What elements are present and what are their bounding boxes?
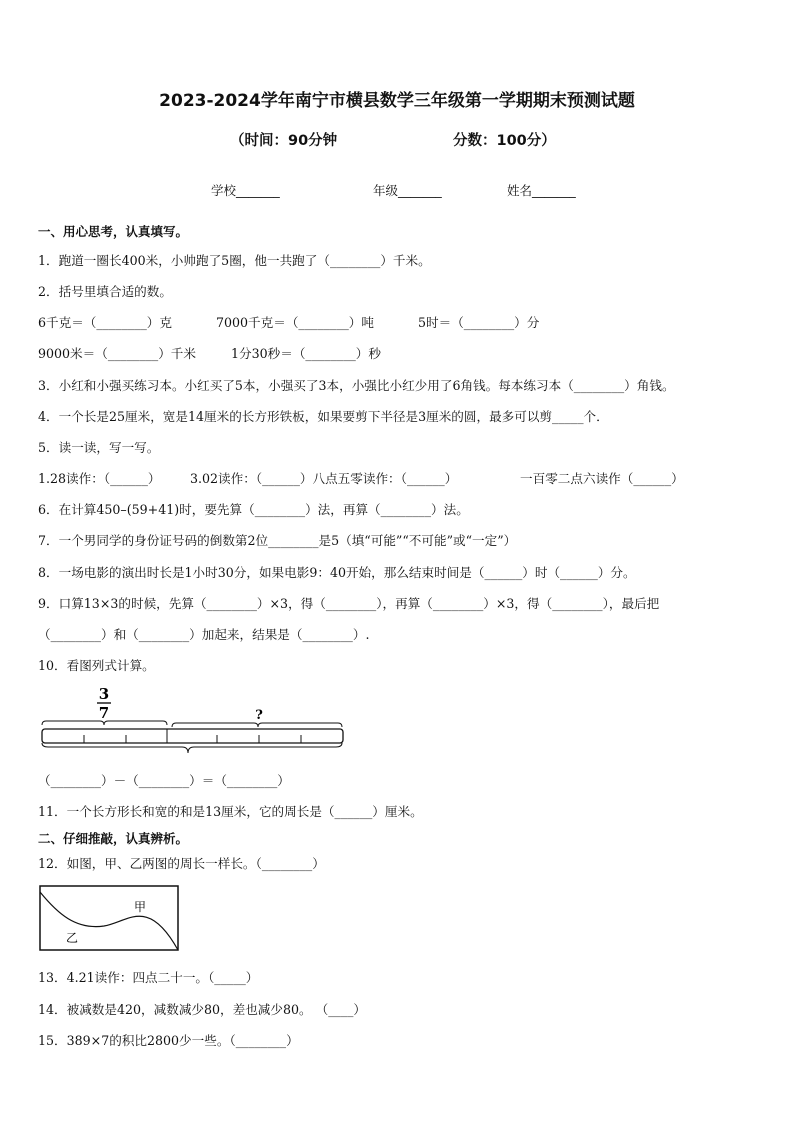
grade-field[interactable]: 年级_______ [373,183,442,198]
question-5a: 1.28读作：（______） [38,471,161,486]
q12-label-yi: 乙 [65,931,79,945]
question-5c: 一百零二点六读作（______） [520,471,684,486]
question-10: 10．看图列式计算。 [38,658,155,673]
question-2b: 7000千克＝（________）吨 [216,315,374,330]
page-title: 2023-2024学年南宁市横县数学三年级第一学期期末预测试题 [159,91,635,111]
question-7: 7．一个男同学的身份证号码的倒数第2位________是5（填“可能”“不可能”或“一定”） [38,533,517,548]
section-1-heading: 一、用心思考，认真填写。 [38,224,189,239]
question-3: 3．小红和小强买练习本。小红买了5本，小强买了3本，小强比小红少用了6角钱。每本练习本（________）角钱。 [38,378,675,393]
question-10-blanks: （________）－（________）＝（________） [38,773,290,788]
question-15: 15．389×7的积比2800少一些。（________） [38,1033,299,1048]
school-field[interactable]: 学校_______ [211,183,280,198]
question-11: 11．一个长方形长和宽的和是13厘米，它的周长是（______）厘米。 [38,804,423,819]
question-1: 1．跑道一圈长400米，小帅跑了5圈，他一共跑了（________）千米。 [38,253,431,268]
q10-bar-diagram [36,683,348,755]
question-5: 5．读一读，写一写。 [38,440,160,455]
question-2a: 6千克＝（________）克 [38,315,172,330]
q12-label-jia: 甲 [133,900,147,914]
q10-bottom-brace [42,743,342,753]
question-2c: 5时＝（________）分 [418,315,540,330]
question-13: 13．4.21读作：四点二十一。（_____） [38,970,259,985]
question-5b: 3.02读作：（______）八点五零读作：（______） [190,471,458,486]
q12-rectangle [40,886,178,950]
exam-score: 分数：100分） [453,133,556,149]
q10-fraction-numerator: 3 [98,685,110,703]
question-14: 14．被减数是420，减数减少80，差也减少80。 （____） [38,1002,366,1017]
question-6: 6．在计算450–(59+41)时，要先算（________）法，再算（________）法。 [38,502,469,517]
question-2d: 9000米＝（________）千米 [38,346,196,361]
question-2e: 1分30秒＝（________）秒 [231,346,381,361]
q12-figure [38,884,182,954]
question-9-continued: （________）和（________）加起来，结果是（________）. [38,627,370,642]
question-4: 4．一个长是25厘米，宽是14厘米的长方形铁板，如果要剪下半径是3厘米的圆，最多可以剪_____个． [38,409,609,424]
question-8: 8．一场电影的演出时长是1小时30分，如果电影9：40开始，那么结束时间是（______）时（______）分。 [38,565,636,580]
question-12: 12．如图，甲、乙两图的周长一样长。（________） [38,856,325,871]
q10-question-mark: ? [255,708,263,723]
exam-time: （时间：90分钟 [230,133,338,149]
name-field[interactable]: 姓名_______ [507,183,576,198]
q10-bar [42,729,343,743]
q10-fraction-denominator: 7 [98,704,110,722]
q10-top-right-brace [172,723,342,727]
question-2: 2．括号里填合适的数。 [38,284,172,299]
section-2-heading: 二、仔细推敲，认真辨析。 [38,831,189,846]
question-9: 9．口算13×3的时候，先算（________）×3，得（________），再算（________）×3，得（________），最后把 [38,596,660,611]
